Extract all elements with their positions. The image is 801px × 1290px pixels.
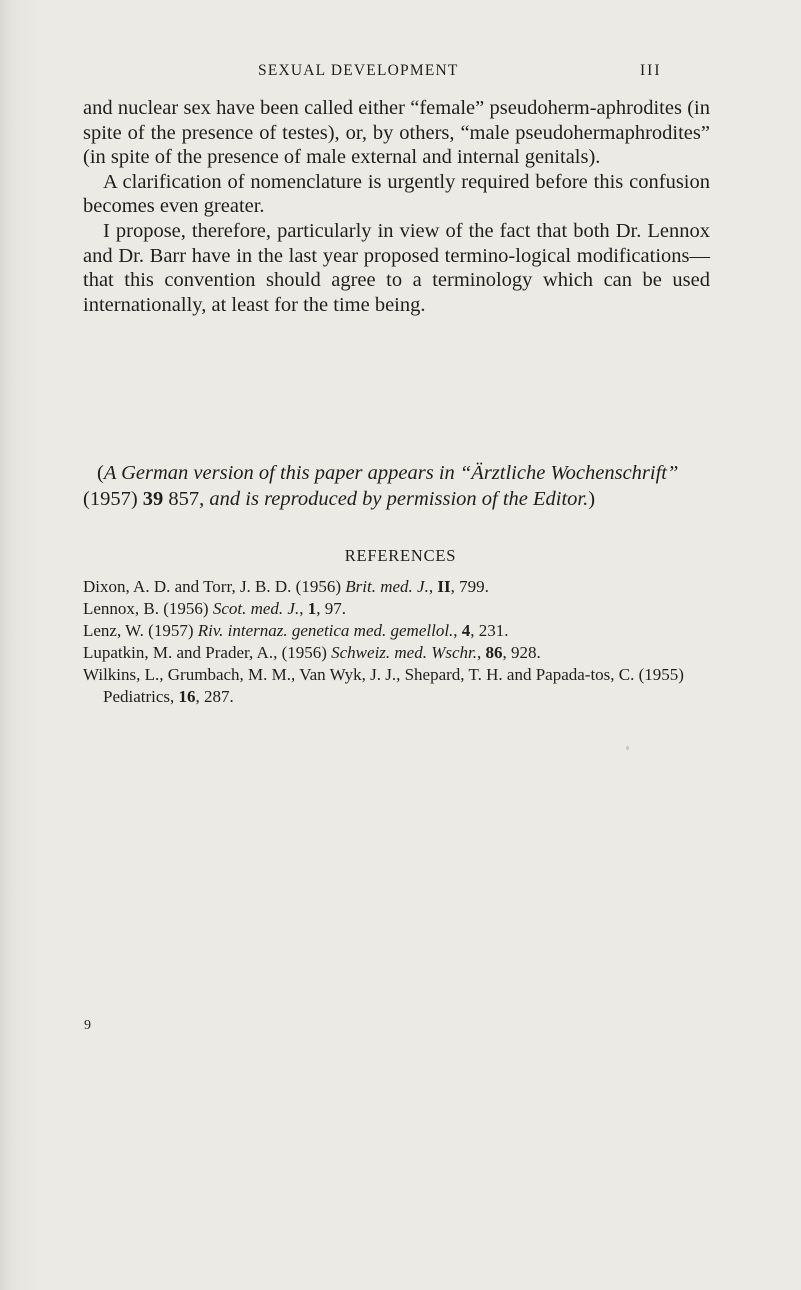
reference-sep: ,: [299, 599, 308, 618]
body-text: [83, 96, 710, 317]
translation-note: [83, 460, 710, 512]
paper-speck: [626, 746, 629, 750]
note-close-paren: ): [588, 488, 596, 510]
reference-item: [83, 664, 710, 708]
reference-authors: Lenz, W. (1957): [83, 621, 198, 640]
note-italic-text: A German version of this paper appears in “Ärztliche Wochenschrift”: [103, 462, 679, 484]
paragraph: and nuclear sex have been called either “female” pseudoherm-aphrodites (in spite of the presence of testes), or, by others, “male pseudohermaphrodites” (in spite of the presence of male external and internal genitals).: [83, 97, 710, 169]
page-number: III: [640, 62, 662, 79]
reference-journal: Scot. med. J.: [212, 599, 300, 618]
reference-sep: ,: [453, 621, 462, 640]
reference-journal: Riv. internaz. genetica med. gemellol.: [197, 621, 454, 640]
reference-authors: Lennox, B. (1956): [83, 599, 213, 618]
note-volume: 39: [142, 488, 164, 510]
reference-journal: Schweiz. med. Wschr.: [331, 643, 478, 662]
paragraph: I propose, therefore, particularly in view of the fact that both Dr. Lennox and Dr. Barr have in the last year proposed termino-logical modifications—that this convention should agree to a terminology which can be used internationally, at least for the time being.: [83, 219, 710, 316]
reference-pages: , 799.: [450, 577, 489, 596]
note-page: 857,: [163, 488, 210, 510]
note-text: [83, 460, 710, 512]
reference-volume: 16: [178, 687, 196, 706]
reference-pages: , 287.: [195, 687, 234, 706]
reference-volume: 4: [461, 621, 471, 640]
reference-pages: , 928.: [502, 643, 541, 662]
reference-pages: , 97.: [316, 599, 346, 618]
paragraph: A clarification of nomenclature is urgently required before this confusion becomes even greater.: [83, 170, 710, 218]
references-list: [83, 576, 710, 708]
note-italic-permission: and is reproduced by permission of the Editor.: [209, 488, 589, 510]
reference-authors: Dixon, A. D. and Torr, J. B. D. (1956): [83, 577, 346, 596]
note-open-paren: (: [97, 462, 104, 484]
reference-sep: ,: [477, 643, 486, 662]
reference-volume: 1: [307, 599, 317, 618]
running-head: [0, 62, 801, 84]
reference-item: [83, 598, 710, 620]
running-title: SEXUAL DEVELOPMENT: [258, 62, 459, 79]
references-heading: REFERENCES: [344, 546, 457, 565]
reference-sep: ,: [428, 577, 438, 596]
reference-volume: 86: [485, 643, 503, 662]
signature-mark: 9: [84, 1018, 91, 1033]
reference-authors: Lupatkin, M. and Prader, A., (1956): [83, 643, 332, 662]
reference-journal: Brit. med. J.: [345, 577, 429, 596]
reference-pages: , 231.: [470, 621, 509, 640]
reference-authors: Wilkins, L., Grumbach, M. M., Van Wyk, J. J., Shepard, T. H. and Papada-tos, C. (1955) Pediatrics,: [83, 665, 684, 706]
reference-item: [83, 620, 710, 642]
reference-item: [83, 642, 710, 664]
reference-volume: II: [437, 577, 451, 596]
reference-item: [83, 576, 710, 598]
note-year: (1957): [83, 488, 143, 510]
